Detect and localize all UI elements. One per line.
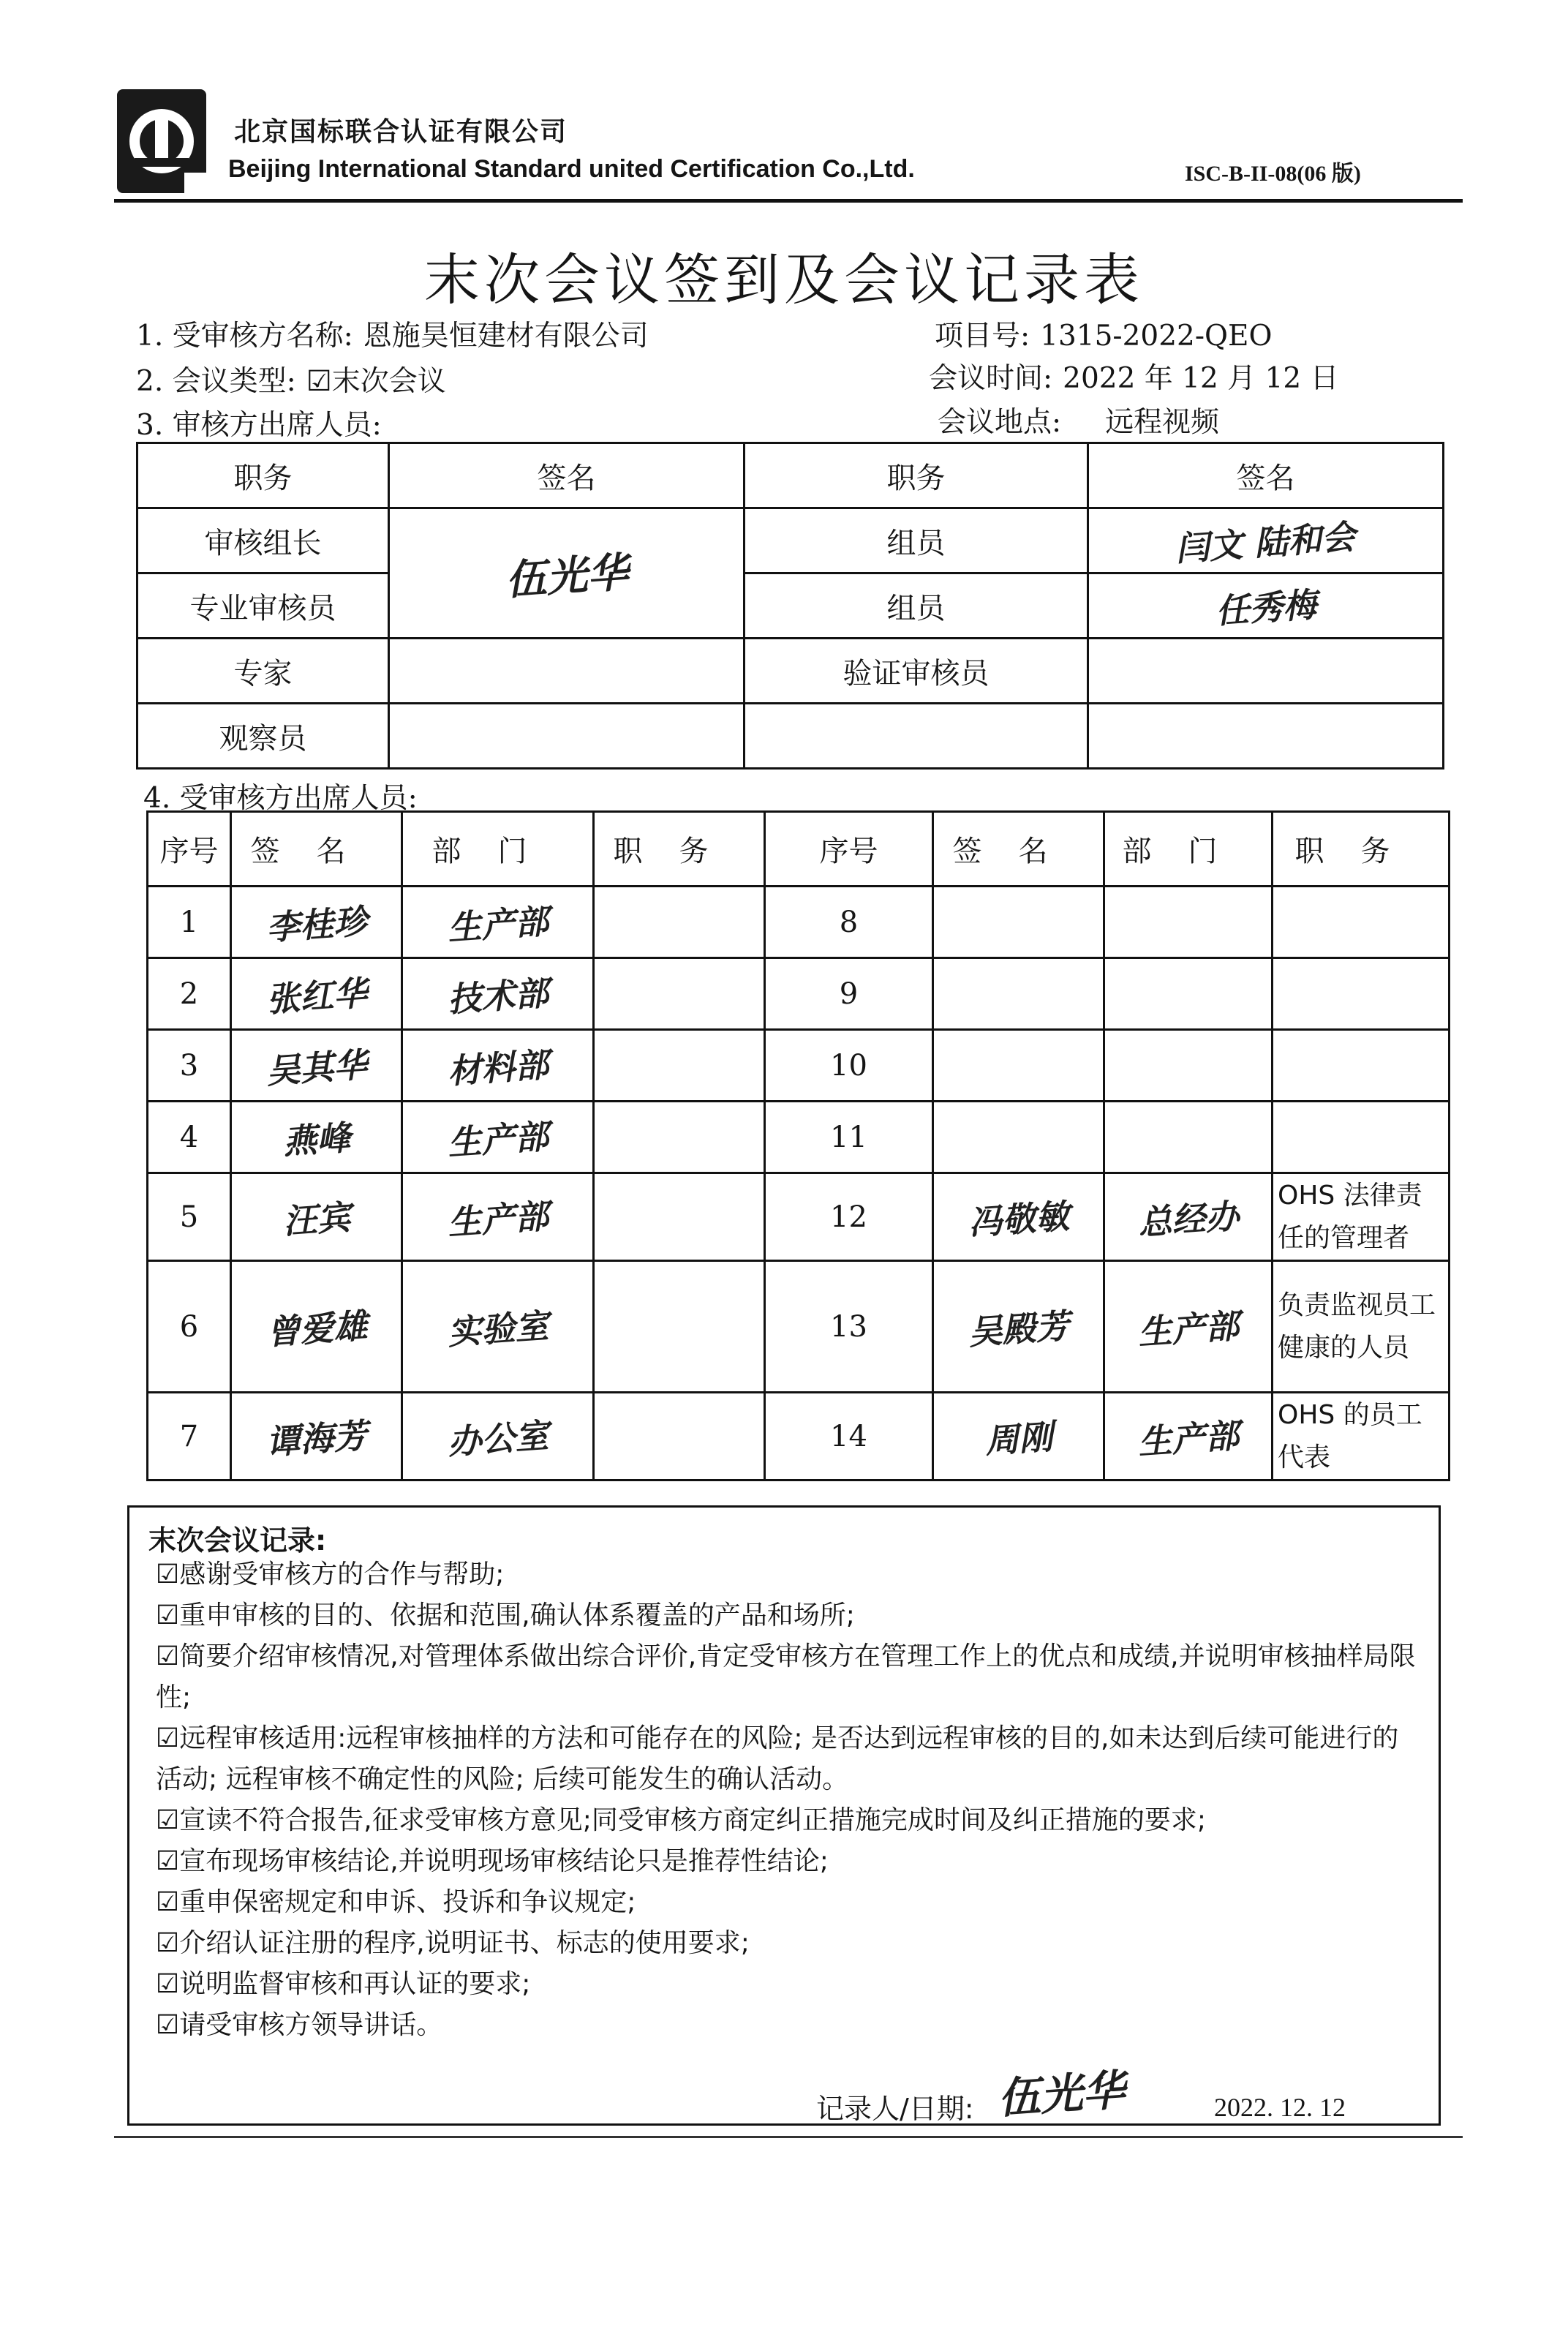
form-code: ISC-B-II-08(06 版) [1185,162,1361,186]
meeting-time-label: 会议时间: [929,362,1053,395]
seq-cell: 12 [765,1173,933,1261]
record-title: 末次会议记录: [148,1524,327,1557]
role-cell [745,704,1088,769]
role-cell: 组员 [745,508,1088,573]
company-name-zh: 北京国标联合认证有限公司 [234,116,568,147]
member-signature: 任秀梅 [1213,584,1318,631]
header-divider [114,199,1463,203]
role-cell: 专家 [137,639,389,704]
signature-cell [231,1173,402,1261]
table-row [148,1030,1450,1102]
record-item: ☑请受审核方领导讲话。 [156,2010,443,2040]
record-item: ☑感谢受审核方的合作与帮助; [156,1559,505,1589]
table-header-row [148,812,1450,887]
recorder-signature-wrap [998,2060,1125,2121]
job-cell [1273,958,1450,1030]
header-cell: 职务 [1273,812,1450,887]
seq-cell: 4 [148,1102,231,1173]
meeting-time-line [929,355,1339,396]
meeting-place-line [938,399,1219,440]
signature-cell [933,1173,1104,1261]
record-item: ☑说明监督审核和再认证的要求; [156,1969,531,1999]
seq-cell: 9 [765,958,933,1030]
meeting-type-value: ☑末次会议 [306,365,446,398]
meeting-type-line [136,358,446,399]
attendee-signature: 汪宾 [281,1197,352,1241]
signature-cell [231,958,402,1030]
seq-cell: 5 [148,1173,231,1261]
signature-cell [1088,704,1444,769]
dept-cell [1104,1261,1273,1393]
record-item: ☑简要介绍审核情况,对管理体系做出综合评价,肯定受审核方在管理工作上的优点和成绩,并说明审核抽样局限性; [156,1641,1416,1712]
header-cell: 序号 [148,812,231,887]
meeting-place-value: 远程视频 [1105,406,1220,439]
signature-cell [1088,573,1444,639]
record-item: ☑重申保密规定和申诉、投诉和争议规定; [156,1887,636,1917]
table-row [148,887,1450,958]
header-cell: 职务 [594,812,765,887]
attendee-dept: 办公室 [445,1415,550,1462]
role-cell: 审核组长 [137,508,389,573]
signature-cell [933,1102,1104,1173]
attendee-dept: 生产部 [445,1195,550,1243]
leader-signature: 伍光华 [503,548,630,605]
attendee-signature: 周刚 [983,1416,1054,1461]
attendee-dept: 生产部 [445,1115,550,1163]
dept-cell [1104,1030,1273,1102]
table-row [148,1261,1450,1393]
attendee-dept: 总经办 [1136,1195,1240,1243]
signature-cell [231,1030,402,1102]
record-item: ☑远程审核适用:远程审核抽样的方法和可能存在的风险; 是否达到远程审核的目的,如未达到后续可能进行的活动; 远程审核不确定性的风险; 后续可能发生的确认活动。 [156,1723,1399,1794]
meeting-record-box [127,1505,1441,2126]
attendee-signature: 李桂珍 [264,900,369,948]
job-cell [594,1102,765,1173]
footer-divider [114,2136,1463,2138]
table-row [148,1102,1450,1173]
seq-cell: 2 [148,958,231,1030]
signature-cell [933,958,1104,1030]
header-cell: 签名 [231,812,402,887]
company-logo-icon [114,86,209,196]
signature-cell [231,887,402,958]
attendee-signature: 燕峰 [281,1117,352,1162]
table-row [148,1393,1450,1480]
attendee-signature: 谭海芳 [264,1415,369,1462]
dept-cell [1104,958,1273,1030]
dept-cell [1104,1173,1273,1261]
signature-cell [231,1261,402,1393]
member-signature: 闫文 陆和会 [1175,516,1357,569]
role-cell: 组员 [745,573,1088,639]
seq-cell: 6 [148,1261,231,1393]
auditee-attendees-table [146,810,1450,1481]
job-cell: OHS 法律责任的管理者 [1273,1173,1450,1261]
job-cell [1273,887,1450,958]
signature-cell [1088,639,1444,704]
dept-cell [402,887,594,958]
dept-cell [1104,1102,1273,1173]
signature-cell [389,704,745,769]
meeting-type-label: 2. 会议类型: [136,365,296,398]
meeting-place-label: 会议地点: [938,406,1062,439]
dept-cell [402,1393,594,1480]
record-item: ☑重申审核的目的、依据和范围,确认体系覆盖的产品和场所; [156,1600,855,1630]
audit-team-label: 3. 审核方出席人员: [136,409,382,442]
header-cell: 职务 [137,443,389,508]
attendee-dept: 材料部 [445,1044,550,1091]
role-cell: 观察员 [137,704,389,769]
job-cell [594,1173,765,1261]
seq-cell: 7 [148,1393,231,1480]
attendee-signature: 张红华 [264,972,369,1020]
signature-cell [933,1261,1104,1393]
attendee-signature: 曾爱雄 [264,1305,369,1352]
signature-cell [933,887,1104,958]
project-value: 1315-2022-QEO [1040,320,1273,353]
attendee-signature: 吴殿芳 [966,1305,1071,1352]
job-cell [594,887,765,958]
company-name-en: Beijing International Standard united Certification Co.,Ltd. [228,155,915,183]
attendee-dept: 实验室 [445,1305,550,1352]
dept-cell [1104,1393,1273,1480]
record-date: 2022. 12. 12 [1214,2093,1346,2122]
table-row [137,573,1444,639]
table-row [148,958,1450,1030]
audit-team-line [136,402,382,443]
recorder-signature: 伍光华 [996,2065,1127,2123]
header-cell: 签名 [933,812,1104,887]
dept-cell [402,1102,594,1173]
auditee-line [136,313,649,354]
table-row [137,639,1444,704]
record-item: ☑宣读不符合报告,征求受审核方意见;同受审核方商定纠正措施完成时间及纠正措施的要求; [156,1805,1206,1835]
signature-cell [933,1030,1104,1102]
record-item: ☑介绍认证注册的程序,说明证书、标志的使用要求; [156,1928,750,1958]
record-items [156,1554,1421,2046]
header-cell: 部门 [1104,812,1273,887]
dept-cell [402,1173,594,1261]
signature-cell [231,1102,402,1173]
project-label: 项目号: [935,320,1030,353]
table-row [137,704,1444,769]
dept-cell [1104,887,1273,958]
auditee-value: 恩施昊恒建材有限公司 [363,320,649,353]
seq-cell: 8 [765,887,933,958]
job-cell [594,958,765,1030]
header-cell: 签名 [1088,443,1444,508]
role-cell: 专业审核员 [137,573,389,639]
header-cell: 签名 [389,443,745,508]
auditee-attendees-label: 4. 受审核方出席人员: [143,782,418,815]
header-cell: 部门 [402,812,594,887]
seq-cell: 11 [765,1102,933,1173]
table-header-row [137,443,1444,508]
attendee-dept: 生产部 [1136,1415,1240,1462]
seq-cell: 1 [148,887,231,958]
table-row [148,1173,1450,1261]
project-line [935,313,1272,354]
job-cell [594,1030,765,1102]
dept-cell [402,1261,594,1393]
recorder-label: 记录人/日期: [816,2093,974,2125]
leader-signature-cell [389,508,745,639]
meeting-time-value: 2022 年 12 月 12 日 [1063,362,1339,395]
seq-cell: 3 [148,1030,231,1102]
document-title: 末次会议签到及会议记录表 [424,247,1144,312]
header-cell: 职务 [745,443,1088,508]
signature-cell [231,1393,402,1480]
seq-cell: 14 [765,1393,933,1480]
job-cell: 负责监视员工健康的人员 [1273,1261,1450,1393]
seq-cell: 10 [765,1030,933,1102]
attendee-dept: 技术部 [445,972,550,1020]
attendee-signature: 冯敬敏 [966,1195,1071,1243]
signature-cell [933,1393,1104,1480]
job-cell: OHS 的员工代表 [1273,1393,1450,1480]
attendee-dept: 生产部 [445,900,550,948]
job-cell [594,1261,765,1393]
job-cell [594,1393,765,1480]
attendee-signature: 吴其华 [264,1044,369,1091]
job-cell [1273,1102,1450,1173]
auditee-label: 1. 受审核方名称: [136,320,353,353]
record-item: ☑宣布现场审核结论,并说明现场审核结论只是推荐性结论; [156,1846,829,1876]
role-cell: 验证审核员 [745,639,1088,704]
signature-cell [1088,508,1444,573]
job-cell [1273,1030,1450,1102]
header-cell: 序号 [765,812,933,887]
dept-cell [402,1030,594,1102]
attendee-dept: 生产部 [1136,1305,1240,1352]
audit-team-table [136,442,1444,770]
seq-cell: 13 [765,1261,933,1393]
signature-cell [389,639,745,704]
dept-cell [402,958,594,1030]
table-row [137,508,1444,573]
